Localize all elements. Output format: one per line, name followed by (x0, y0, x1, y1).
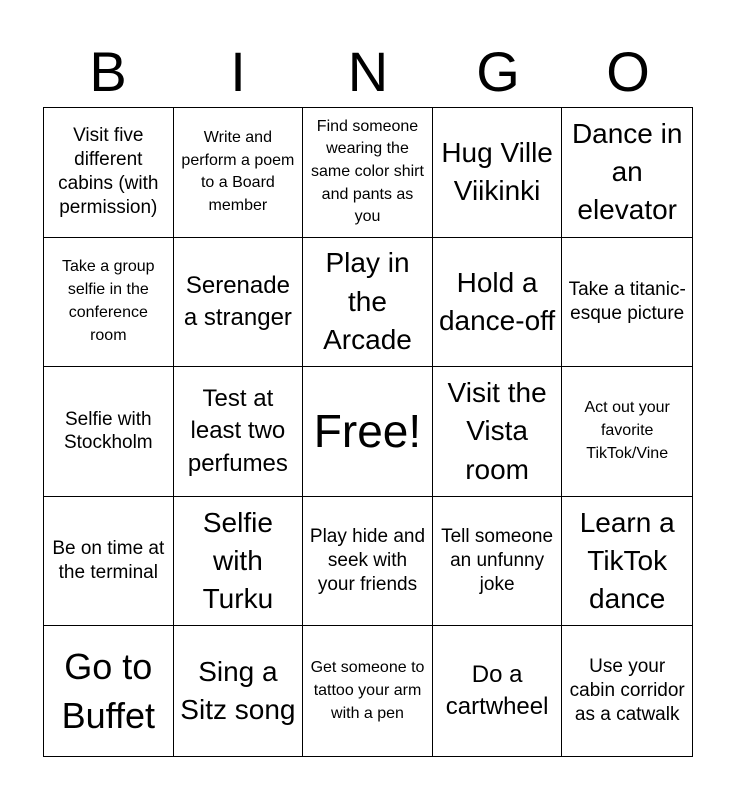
bingo-cell[interactable] (562, 108, 692, 238)
free-space-cell[interactable] (303, 367, 433, 497)
bingo-cell[interactable] (303, 626, 433, 756)
bingo-cell[interactable] (433, 108, 563, 238)
cell-text: Visit the Vista room (447, 376, 547, 485)
cell-text: Free! (313, 404, 422, 457)
bingo-board (43, 107, 693, 757)
cell-text: Selfie with Stockholm (63, 408, 153, 454)
bingo-cell[interactable] (433, 238, 563, 368)
cell-text: Test at least two perfumes (187, 385, 288, 477)
cell-text: Go to Buffet (61, 645, 155, 737)
cell-text: Hug Ville Viikinki (441, 136, 553, 207)
cell-text: Selfie with Turku (202, 506, 274, 615)
bingo-cell[interactable] (562, 367, 692, 497)
cell-text: Learn a TikTok dance (579, 506, 675, 615)
bingo-cell[interactable] (303, 497, 433, 627)
cell-text: Sing a Sitz song (180, 655, 296, 726)
bingo-cell[interactable] (174, 238, 304, 368)
bingo-cell[interactable] (303, 108, 433, 238)
cell-text: Do a cartwheel (445, 661, 549, 721)
bingo-cell[interactable] (433, 367, 563, 497)
bingo-cell[interactable] (562, 497, 692, 627)
bingo-cell[interactable] (174, 497, 304, 627)
cell-text: Visit five different cabins (with permission) (58, 125, 159, 219)
cell-text: Play hide and seek with your friends (309, 526, 426, 596)
bingo-cell[interactable] (44, 497, 174, 627)
bingo-cell[interactable] (174, 626, 304, 756)
cell-text: Serenade a stranger (183, 271, 292, 331)
bingo-cell[interactable] (44, 626, 174, 756)
header-letter-b: B (89, 40, 127, 103)
header-letter-i: I (230, 40, 246, 103)
cell-text: Act out your favorite TikTok/Vine (584, 399, 670, 462)
cell-text: Hold a dance-off (438, 266, 556, 336)
bingo-cell[interactable] (44, 108, 174, 238)
cell-text: Play in the Arcade (323, 247, 412, 356)
cell-text: Take a group selfie in the conference room (62, 258, 155, 344)
bingo-cell[interactable] (433, 626, 563, 756)
bingo-cell[interactable] (562, 238, 692, 368)
bingo-cell[interactable] (44, 367, 174, 497)
bingo-cell[interactable] (433, 497, 563, 627)
cell-text: Write and perform a poem to a Board member (181, 128, 295, 215)
cell-text: Tell someone an unfunny joke (441, 526, 554, 596)
cell-text: Be on time at the terminal (52, 538, 165, 584)
header-letter-o: O (606, 40, 650, 103)
bingo-cell[interactable] (174, 108, 304, 238)
bingo-cell[interactable] (303, 238, 433, 368)
cell-text: Use your cabin corridor as a catwalk (569, 656, 685, 726)
cell-text: Dance in an elevator (571, 117, 683, 226)
bingo-cell[interactable] (44, 238, 174, 368)
cell-text: Take a titanic-esque picture (568, 278, 686, 324)
bingo-cell[interactable] (562, 626, 692, 756)
bingo-cell[interactable] (174, 367, 304, 497)
header-letter-n: N (347, 40, 389, 103)
cell-text: Get someone to tattoo your arm with a pen (310, 659, 425, 722)
header-letter-g: G (476, 40, 520, 103)
bingo-header (43, 36, 693, 108)
cell-text: Find someone wearing the same color shirt and pants as you (311, 117, 424, 226)
